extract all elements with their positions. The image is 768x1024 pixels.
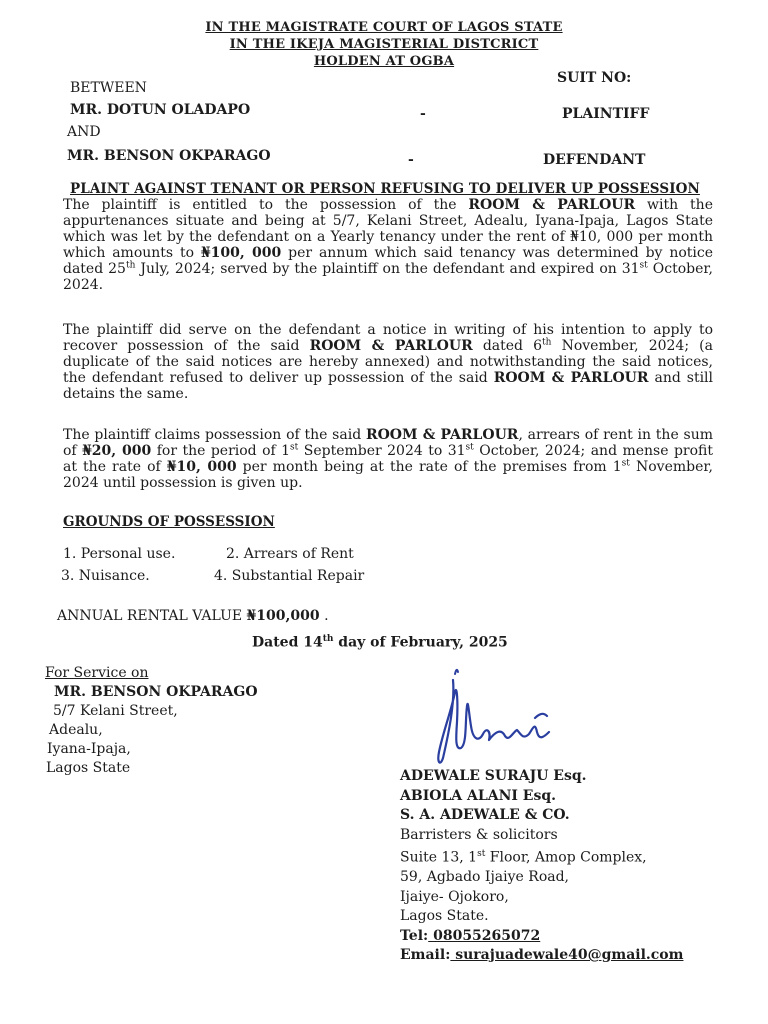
service-address-line: Iyana-Ipaja, bbox=[47, 741, 131, 757]
service-block bbox=[45, 664, 258, 778]
service-address-line: 5/7 Kelani Street, bbox=[53, 703, 178, 719]
counsel-block bbox=[400, 767, 683, 966]
paragraph-notice: The plaintiff did serve on the defendant a notice in writing of his intention to apply to recover possession of the said ROOM & PARLOUR dated 6th November, 2024; (a duplicate of the said notices are hereby annexed) and notwithstanding the said notices, the defendant refused to deliver up possession of the said ROOM & PARLOUR and still detains the same. bbox=[63, 322, 714, 402]
defendant-role: DEFENDANT bbox=[543, 152, 646, 168]
plaintiff-name: MR. DOTUN OLADAPO bbox=[70, 102, 251, 118]
plaint-title: PLAINT AGAINST TENANT OR PERSON REFUSING TO DELIVER UP POSSESSION bbox=[70, 181, 700, 197]
firm-email: Email: surajuadewale40@gmail.com bbox=[400, 947, 684, 964]
district-heading: IN THE IKEJA MAGISTERIAL DISTCRICT bbox=[229, 37, 539, 52]
counsel-name-1: ADEWALE SURAJU Esq. bbox=[400, 768, 587, 784]
paragraph-claims: The plaintiff claims possession of the said ROOM & PARLOUR, arrears of rent in the sum of ₦20, 000 for the period of 1st September 2024 to 31st October, 2024; and mense profit at the rate of ₦10, 000 per month being at the rate of the premises from 1st November, 2024 until possession is given up. bbox=[63, 427, 714, 491]
firm-address-line: 59, Agbado Ijaiye Road, bbox=[400, 869, 570, 886]
service-address-line: Adealu, bbox=[49, 722, 103, 738]
plaintiff-role: PLAINTIFF bbox=[562, 106, 650, 122]
ground-item: 4. Substantial Repair bbox=[214, 568, 365, 584]
firm-description: Barristers & solicitors bbox=[400, 826, 558, 843]
firm-address-line: Ijaiye- Ojokoro, bbox=[400, 888, 509, 905]
and-label: AND bbox=[67, 124, 101, 140]
ground-item: 2. Arrears of Rent bbox=[226, 546, 354, 562]
defendant-dash: - bbox=[408, 152, 414, 168]
firm-telephone: Tel: 08055265072 bbox=[400, 927, 541, 944]
between-label: BETWEEN bbox=[70, 80, 147, 96]
counsel-name-2: ABIOLA ALANI Esq. bbox=[400, 787, 557, 804]
signature bbox=[425, 662, 565, 772]
court-heading: IN THE MAGISTRATE COURT OF LAGOS STATE bbox=[205, 20, 563, 35]
firm-address-line: Lagos State. bbox=[400, 908, 489, 925]
service-label: For Service on bbox=[45, 665, 149, 681]
suit-no-label: SUIT NO: bbox=[557, 70, 632, 86]
service-address-line: Lagos State bbox=[46, 760, 131, 776]
service-name: MR. BENSON OKPARAGO bbox=[54, 684, 258, 700]
firm-name: S. A. ADEWALE & CO. bbox=[400, 807, 570, 823]
holden-heading: HOLDEN AT OGBA bbox=[313, 54, 455, 69]
ground-item: 1. Personal use. bbox=[63, 546, 176, 562]
dated-line: Dated 14th day of February, 2025 bbox=[252, 634, 508, 651]
annual-rental-value: ANNUAL RENTAL VALUE ₦100,000 . bbox=[57, 608, 329, 624]
plaintiff-dash: - bbox=[420, 106, 426, 122]
ground-item: 3. Nuisance. bbox=[61, 568, 150, 584]
defendant-name: MR. BENSON OKPARAGO bbox=[67, 148, 271, 164]
firm-address-line: Suite 13, 1st Floor, Amop Complex, bbox=[400, 849, 647, 866]
grounds-title: GROUNDS OF POSSESSION bbox=[63, 514, 275, 530]
paragraph-entitlement: The plaintiff is entitled to the possession of the ROOM & PARLOUR with the appurtenances situate and being at 5/7, Kelani Street, Adealu, Iyana-Ipaja, Lagos State which was let by the defendant on a Yearly tenancy under the rent of ₦10, 000 per month which amounts to ₦100, 000 per annum which said tenancy was determined by notice dated 25th July, 2024; served by the plaintiff on the defendant and expired on 31st October, 2024. bbox=[63, 197, 713, 293]
